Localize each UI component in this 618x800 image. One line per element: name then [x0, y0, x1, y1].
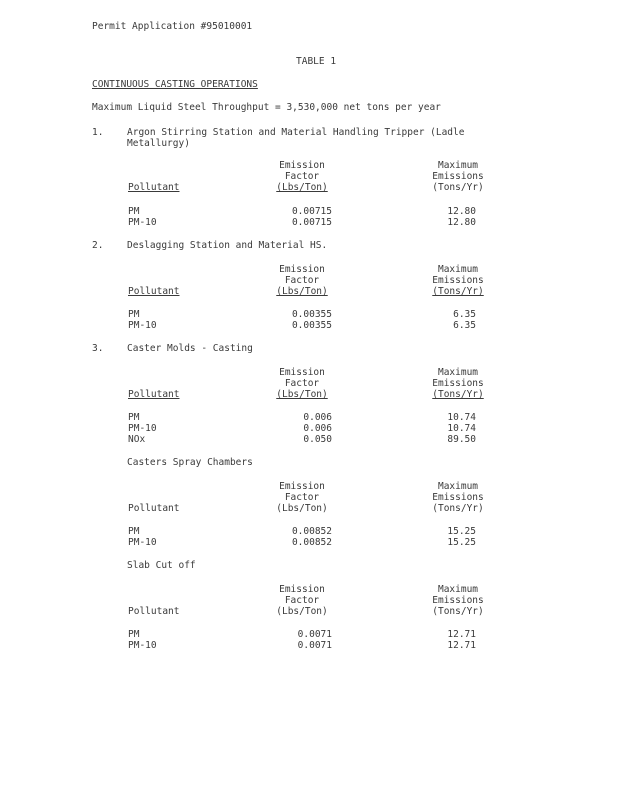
block-title: Caster Molds - Casting: [127, 343, 253, 354]
pollutant-header: Pollutant: [128, 503, 180, 514]
pollutant-header: Pollutant: [128, 389, 180, 400]
pollutant-header: Pollutant: [128, 182, 180, 193]
me-header-1: Maximum: [437, 367, 479, 378]
ef-cell: 0.00852: [291, 537, 332, 548]
block-number: 3.: [92, 343, 104, 354]
me-header-3: (Tons/Yr): [432, 286, 484, 297]
pollutant-cell: PM-10: [128, 423, 157, 434]
ef-cell: 0.00355: [291, 309, 332, 320]
ef-cell: 0.006: [303, 412, 332, 423]
ef-header-2: Factor: [284, 378, 320, 389]
ef-header-2: Factor: [284, 171, 320, 182]
me-header-2: Emissions: [432, 595, 484, 606]
me-header-1: Maximum: [437, 584, 479, 595]
me-header-3: (Tons/Yr): [432, 503, 484, 514]
ef-header-2: Factor: [284, 492, 320, 503]
pollutant-cell: PM-10: [128, 217, 157, 228]
block-title: Argon Stirring Station and Material Handling Tripper (Ladle: [127, 127, 465, 138]
pollutant-cell: PM-10: [128, 640, 157, 651]
me-header-3: (Tons/Yr): [432, 182, 484, 193]
me-header-3: (Tons/Yr): [432, 606, 484, 617]
pollutant-cell: PM-10: [128, 320, 157, 331]
ef-cell: 0.0071: [297, 640, 332, 651]
me-cell: 12.80: [447, 217, 476, 228]
me-cell: 10.74: [447, 423, 476, 434]
me-cell: 12.80: [447, 206, 476, 217]
ef-header-3: (Lbs/Ton): [276, 389, 328, 400]
ef-header-1: Emission: [279, 367, 325, 378]
ef-header-3: (Lbs/Ton): [276, 182, 328, 193]
pollutant-header: Pollutant: [128, 606, 180, 617]
pollutant-cell: PM-10: [128, 537, 157, 548]
me-header-1: Maximum: [437, 264, 479, 275]
ef-cell: 0.00355: [291, 320, 332, 331]
section-title: CONTINUOUS CASTING OPERATIONS: [92, 79, 258, 90]
throughput-line: Maximum Liquid Steel Throughput = 3,530,000 net tons per year: [92, 102, 441, 113]
me-cell: 12.71: [447, 629, 476, 640]
ef-header-3: (Lbs/Ton): [276, 606, 328, 617]
ef-cell: 0.006: [303, 423, 332, 434]
me-cell: 12.71: [447, 640, 476, 651]
me-cell: 15.25: [447, 537, 476, 548]
block-title: Casters Spray Chambers: [127, 457, 253, 468]
ef-cell: 0.00715: [291, 217, 332, 228]
me-header-1: Maximum: [437, 160, 479, 171]
me-header-3: (Tons/Yr): [432, 389, 484, 400]
block-title: Slab Cut off: [127, 560, 196, 571]
block-title-cont: Metallurgy): [127, 138, 190, 149]
pollutant-cell: PM: [128, 309, 140, 320]
pollutant-cell: NOx: [128, 434, 146, 445]
permit-header: Permit Application #95010001: [92, 21, 253, 32]
me-header-2: Emissions: [432, 171, 484, 182]
pollutant-cell: PM: [128, 526, 140, 537]
ef-header-1: Emission: [279, 160, 325, 171]
ef-cell: 0.050: [303, 434, 332, 445]
block-title: Deslagging Station and Material HS.: [127, 240, 328, 251]
block-number: 1.: [92, 127, 104, 138]
me-header-2: Emissions: [432, 378, 484, 389]
me-header-1: Maximum: [437, 481, 479, 492]
me-header-2: Emissions: [432, 275, 484, 286]
me-cell: 6.35: [453, 320, 476, 331]
ef-header-3: (Lbs/Ton): [276, 286, 328, 297]
ef-cell: 0.0071: [297, 629, 332, 640]
ef-header-1: Emission: [279, 264, 325, 275]
ef-header-1: Emission: [279, 584, 325, 595]
ef-header-2: Factor: [284, 275, 320, 286]
pollutant-cell: PM: [128, 206, 140, 217]
ef-cell: 0.00715: [291, 206, 332, 217]
pollutant-cell: PM: [128, 629, 140, 640]
block-number: 2.: [92, 240, 104, 251]
ef-header-1: Emission: [279, 481, 325, 492]
ef-cell: 0.00852: [291, 526, 332, 537]
ef-header-3: (Lbs/Ton): [276, 503, 328, 514]
me-cell: 10.74: [447, 412, 476, 423]
pollutant-cell: PM: [128, 412, 140, 423]
me-cell: 6.35: [453, 309, 476, 320]
table-title: TABLE 1: [296, 56, 337, 67]
me-cell: 15.25: [447, 526, 476, 537]
me-header-2: Emissions: [432, 492, 484, 503]
me-cell: 89.50: [447, 434, 476, 445]
ef-header-2: Factor: [284, 595, 320, 606]
pollutant-header: Pollutant: [128, 286, 180, 297]
